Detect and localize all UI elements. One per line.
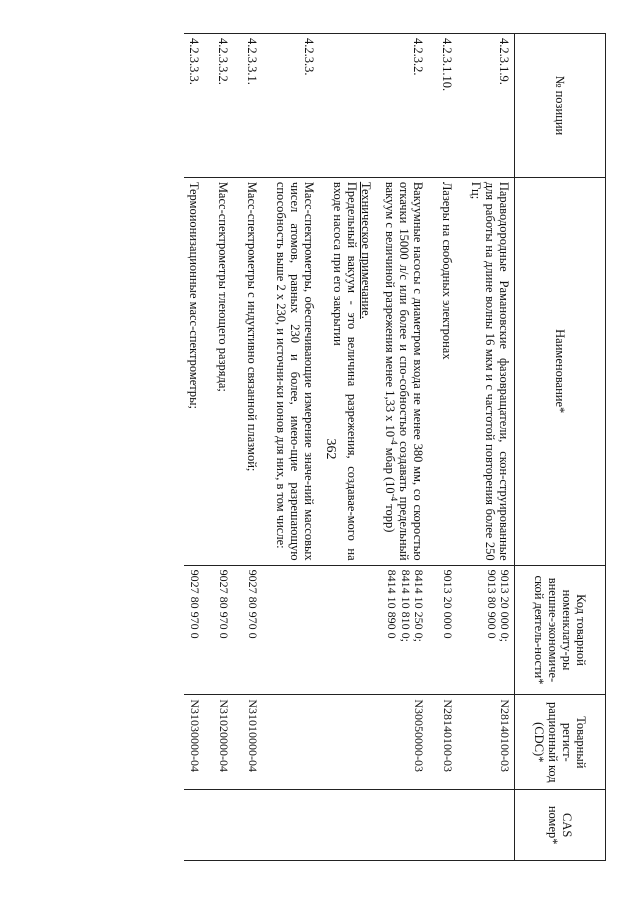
cell-code: 9013 20 000 0 <box>437 565 466 695</box>
cell-name: Масс-спектрометры, обеспечивающие измерение значе-ний массовых чисел атомов, равных 230 и более, имею-щие разрешающую способность выше 2 x 230, и источни-ки ионов для них, в том числе: <box>271 177 328 565</box>
cell-code: 9013 20 000 0; 9013 80 900 0 <box>466 565 515 695</box>
cell-code: 9027 80 970 0 <box>184 565 213 695</box>
vacuum-pump-description: Вакуумные насосы с диаметром входа не менее 380 мм, со скоростью откачки 15000 л/с или более и спо-собностью создавать предельный вакуум с величиной разрежения менее 1,33 x $10^{-4}$ мбар ($10^{-4}$ торр) <box>383 181 425 561</box>
cell-cdc: N28140100-03 <box>437 695 466 790</box>
cell-name: Термоионизационные масс-спектрометры; <box>184 177 213 565</box>
cell-cas <box>242 790 271 861</box>
cell-cas <box>213 790 242 861</box>
table-header-row <box>515 34 606 861</box>
cell-position: 4.2.3.1.9. <box>466 34 515 178</box>
cell-cas <box>271 790 328 861</box>
cell-code: 9027 80 970 0 <box>213 565 242 695</box>
cell-position: 4.2.3.3.3. <box>184 34 213 178</box>
cell-position: 4.2.3.3.1. <box>242 34 271 178</box>
table-row <box>437 34 466 861</box>
cell-position: 4.2.3.2. <box>328 34 437 178</box>
header-position: № позиции <box>515 34 606 178</box>
technical-note-title: Техническое примечание. <box>359 181 373 319</box>
cell-position: 4.2.3.3.2. <box>213 34 242 178</box>
header-name: Наименование* <box>515 177 606 565</box>
header-cas: CAS номер* <box>515 790 606 861</box>
cell-name: Масс-спектрометры с индуктивно связанной плазмой; <box>242 177 271 565</box>
cell-name: Лазеры на свободных электронах <box>437 177 466 565</box>
cell-cdc: N28140100-03 <box>466 695 515 790</box>
export-control-table <box>184 33 606 861</box>
cell-position: 4.2.3.3. <box>271 34 328 178</box>
cell-position: 4.2.3.1.10. <box>437 34 466 178</box>
cell-cas <box>184 790 213 861</box>
cell-cas <box>328 790 437 861</box>
page-number: 362 <box>323 438 338 460</box>
cell-cdc: N30050000-03 <box>328 695 437 790</box>
cell-cas <box>437 790 466 861</box>
cell-cdc <box>271 695 328 790</box>
table-row <box>213 34 242 861</box>
table-row <box>184 34 213 861</box>
cell-cas <box>466 790 515 861</box>
header-code-fea: Код товарной номенклату-ры внешне-экономиче-ской деятель-ности* <box>515 565 606 695</box>
cell-code <box>271 565 328 695</box>
table-row <box>328 34 437 861</box>
cell-name <box>328 177 437 565</box>
table-row <box>242 34 271 861</box>
cell-code: 9027 80 970 0 <box>242 565 271 695</box>
cell-code: 8414 10 250 0; 8414 10 810 0; 8414 10 890 0 <box>328 565 437 695</box>
technical-note-text: Предельный вакуум - это величина разрежения, создавае-мого на входе насоса при его закрытии <box>331 181 359 561</box>
rotated-table-wrapper <box>143 33 606 861</box>
cell-name: Масс-спектрометры тлеющего разряда; <box>213 177 242 565</box>
table-row <box>271 34 328 861</box>
cell-cdc: N31010000-04 <box>242 695 271 790</box>
cell-name: Параводородные Рамановские фазовращатели, скон-струированные для работы на длине волны 16 мкм и с частотой повторения более 250 Гц; <box>466 177 515 565</box>
cell-cdc: N31020000-04 <box>213 695 242 790</box>
table-row <box>466 34 515 861</box>
header-cdc: Товарный регист-рационный код (CDC)* <box>515 695 606 790</box>
cell-cdc: N31030000-04 <box>184 695 213 790</box>
